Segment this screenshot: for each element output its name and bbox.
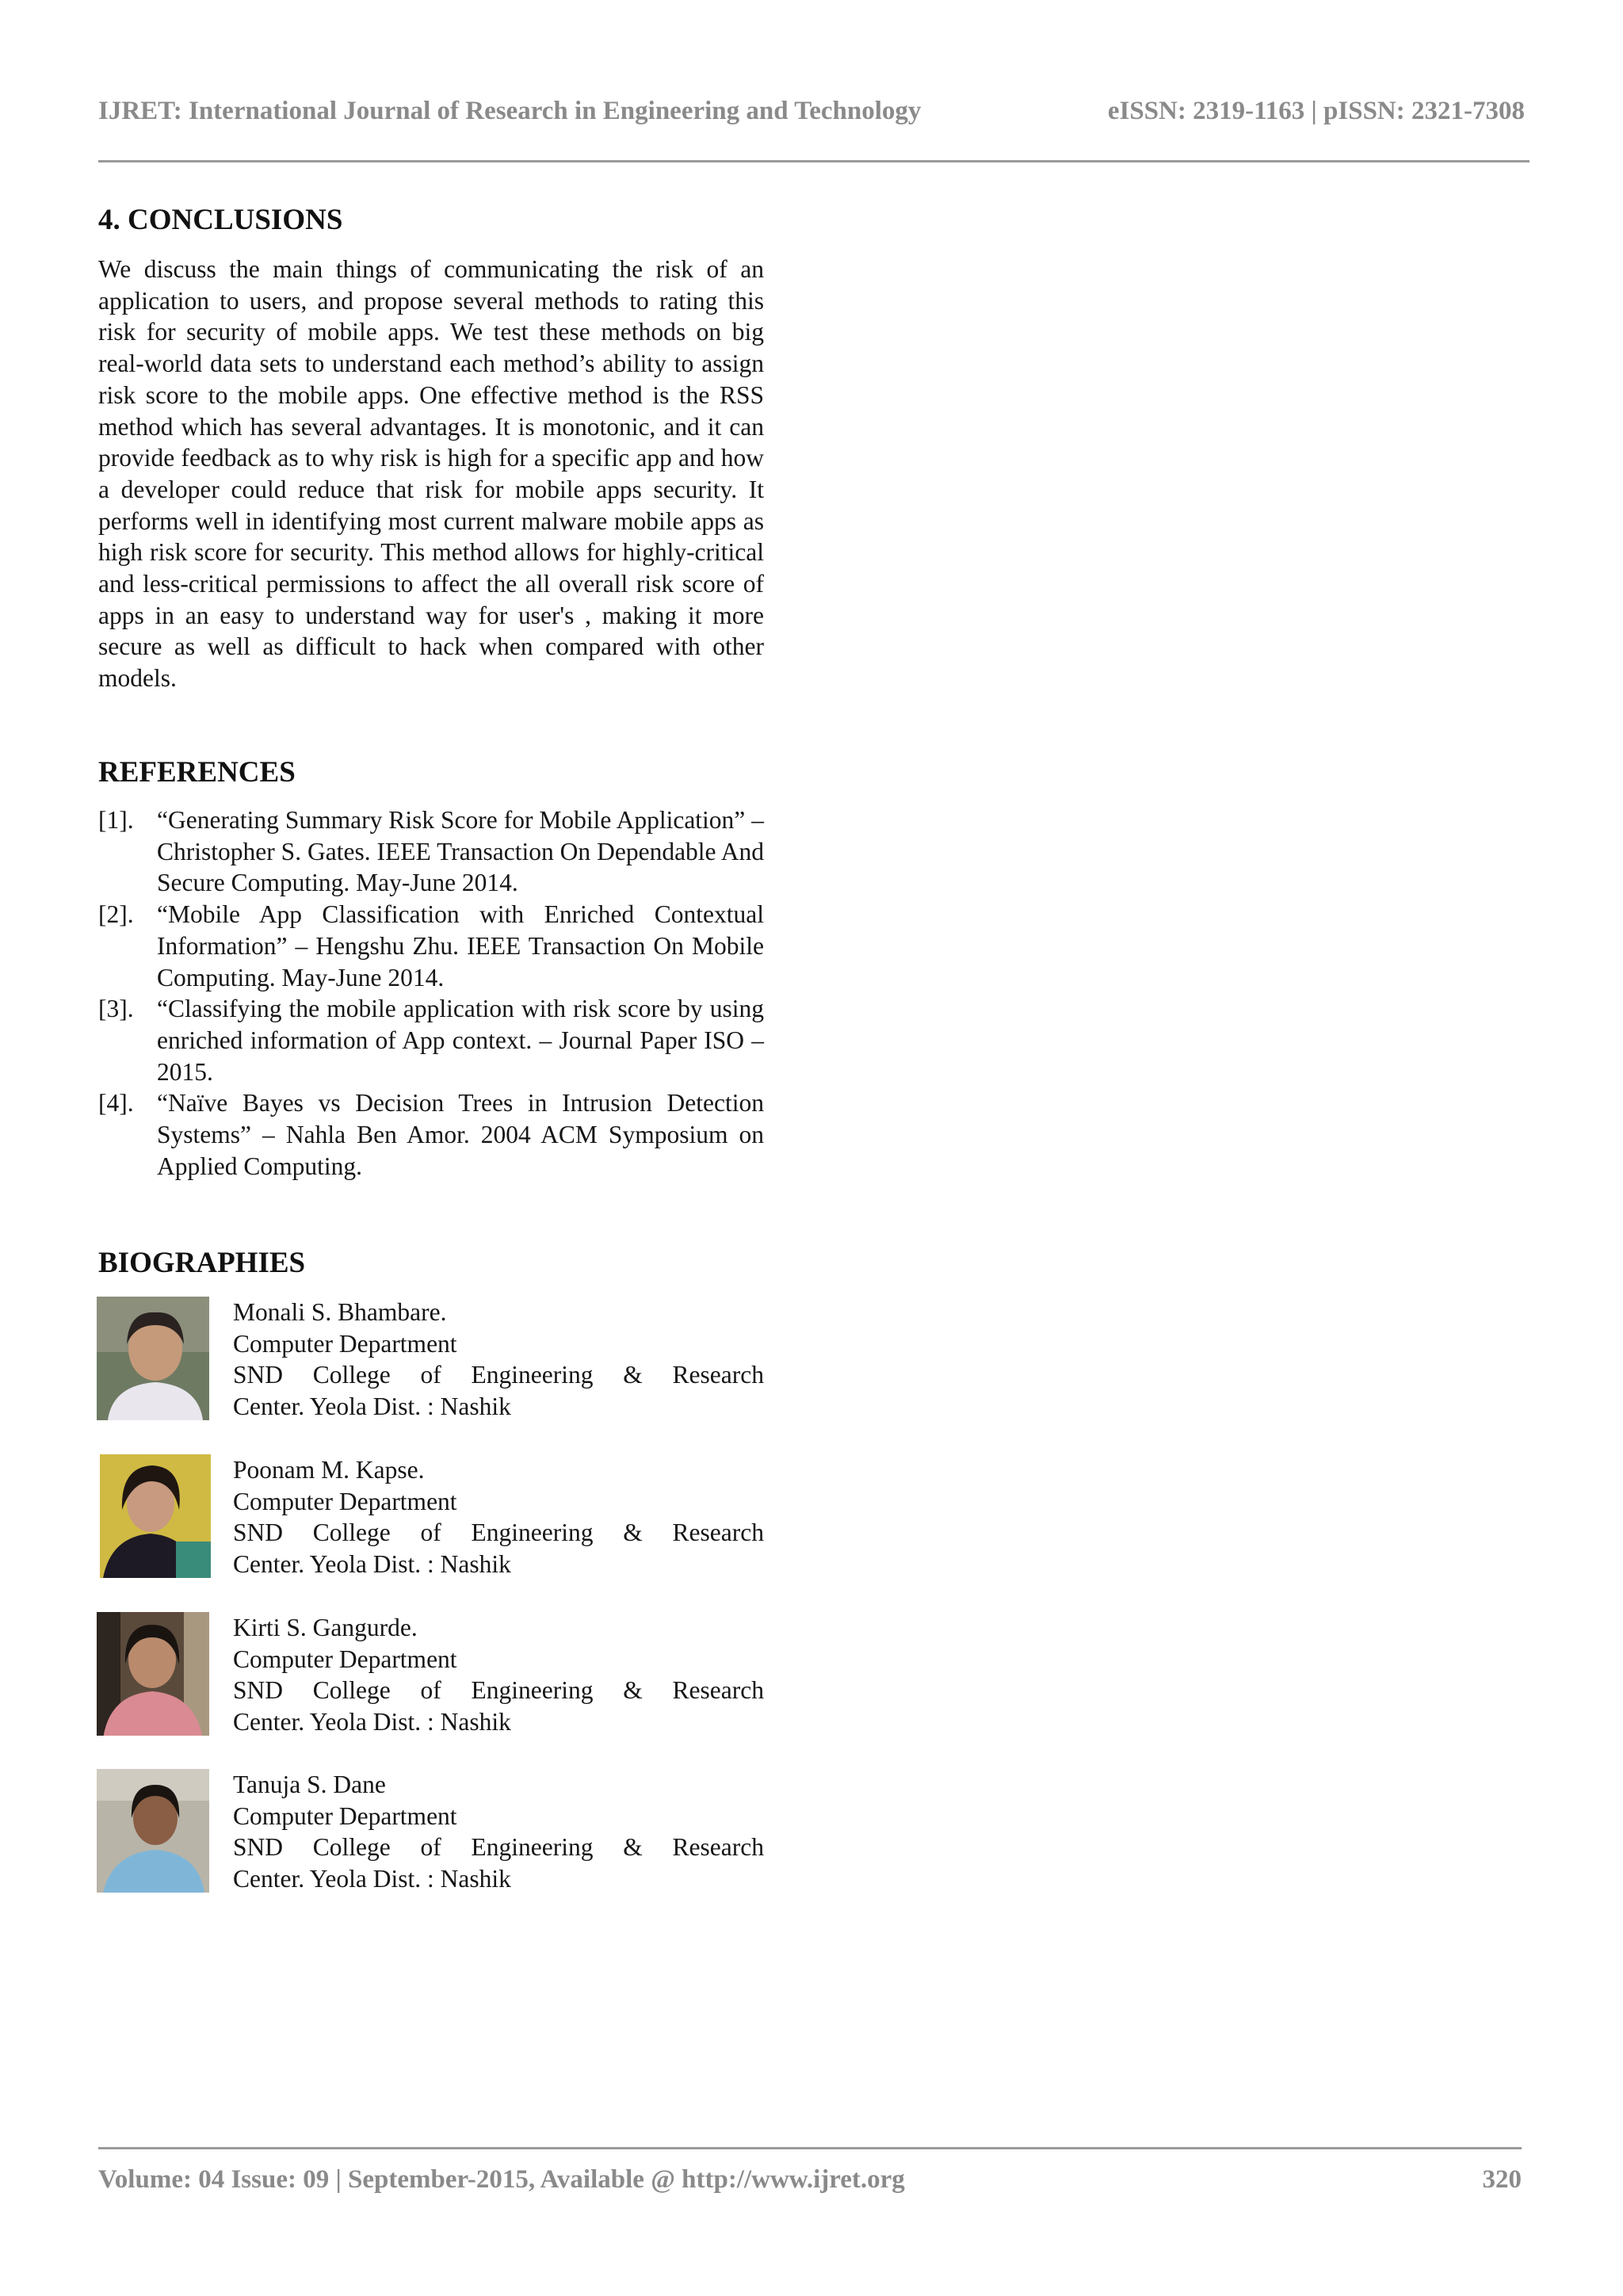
reference-item: [98, 804, 764, 899]
author-department: Computer Department: [233, 1487, 457, 1515]
running-header: [98, 97, 1525, 133]
author-college: SND College of Engineering & Research: [233, 1361, 764, 1389]
author-photo: [97, 1612, 209, 1736]
reference-number: [4].: [98, 1089, 134, 1117]
references-heading: REFERENCES: [98, 756, 296, 789]
author-department: Computer Department: [233, 1801, 457, 1830]
author-name: Poonam M. Kapse.: [233, 1456, 425, 1484]
reference-number: [3].: [98, 995, 134, 1023]
reference-text: “Naïve Bayes vs Decision Trees in Intrusion Detection Systems” – Nahla Ben Amor. 2004 ACM Symposium on Applied Computing.: [157, 1089, 764, 1180]
volume-info: Volume: 04 Issue: 09 | September-2015, Available @ http://www.ijret.org: [98, 2165, 905, 2194]
reference-text: “Classifying the mobile application with risk score by using enriched information of App context. – Journal Paper ISO – 2015.: [157, 995, 764, 1086]
issn-info: eISSN: 2319-1163 | pISSN: 2321-7308: [1107, 97, 1525, 125]
biography-entry: [97, 1297, 764, 1423]
author-photo: [97, 1769, 209, 1893]
reference-item: [98, 1087, 764, 1182]
biography-entry: [97, 1454, 764, 1581]
biography-text: [233, 1297, 764, 1423]
author-college: SND College of Engineering & Research: [233, 1519, 764, 1547]
author-department: Computer Department: [233, 1645, 457, 1673]
references-list: [98, 804, 764, 1182]
reference-text: “Generating Summary Risk Score for Mobile Application” – Christopher S. Gates. IEEE Transaction On Dependable And Secure Computing. May-June 2014.: [157, 806, 764, 897]
reference-number: [1].: [98, 806, 134, 834]
author-college: SND College of Engineering & Research: [233, 1833, 764, 1862]
biography-entry: [97, 1612, 764, 1739]
author-name: Monali S. Bhambare.: [233, 1298, 447, 1326]
author-location: Center. Yeola Dist. : Nashik: [233, 1550, 511, 1579]
author-name: Tanuja S. Dane: [233, 1771, 386, 1798]
author-department: Computer Department: [233, 1329, 457, 1358]
header-divider: [98, 160, 1529, 162]
biography-entry: [97, 1769, 764, 1896]
author-location: Center. Yeola Dist. : Nashik: [233, 1392, 511, 1421]
page-number: 320: [1482, 2165, 1522, 2194]
author-name: Kirti S. Gangurde.: [233, 1614, 418, 1641]
reference-text: “Mobile App Classification with Enriched Contextual Information” – Hengshu Zhu. IEEE Transaction On Mobile Computing. May-June 2014.: [157, 900, 764, 991]
biographies-heading: BIOGRAPHIES: [98, 1247, 306, 1279]
reference-number: [2].: [98, 900, 134, 929]
author-photo: [97, 1297, 209, 1420]
biography-text: [233, 1454, 764, 1580]
running-footer: [98, 2165, 1522, 2202]
conclusions-paragraph: We discuss the main things of communicating the risk of an application to users, and propose several methods to rating this risk for security of mobile apps. We test these methods on big real-world data sets to understand each method’s ability to assign risk score to the mobile apps. One effective method is the RSS method which has several advantages. It is monotonic, and it can provide feedback as to why risk is high for a specific app and how a developer could reduce that risk for mobile apps security. It performs well in identifying most current malware mobile apps as high risk score for security. This method allows for highly-critical and less-critical permissions to affect the all overall risk score of apps in an easy to understand way for user's , making it more secure as well as difficult to hack when compared with other models.: [98, 255, 764, 693]
reference-item: [98, 993, 764, 1087]
footer-divider: [98, 2147, 1522, 2149]
reference-item: [98, 899, 764, 993]
conclusions-heading: 4. CONCLUSIONS: [98, 204, 343, 236]
author-location: Center. Yeola Dist. : Nashik: [233, 1865, 511, 1893]
journal-title: IJRET: International Journal of Research in Engineering and Technology: [98, 97, 922, 125]
author-photo: [100, 1454, 212, 1578]
biography-text: [233, 1769, 764, 1895]
biography-text: [233, 1612, 764, 1738]
author-college: SND College of Engineering & Research: [233, 1676, 764, 1705]
author-location: Center. Yeola Dist. : Nashik: [233, 1708, 511, 1736]
